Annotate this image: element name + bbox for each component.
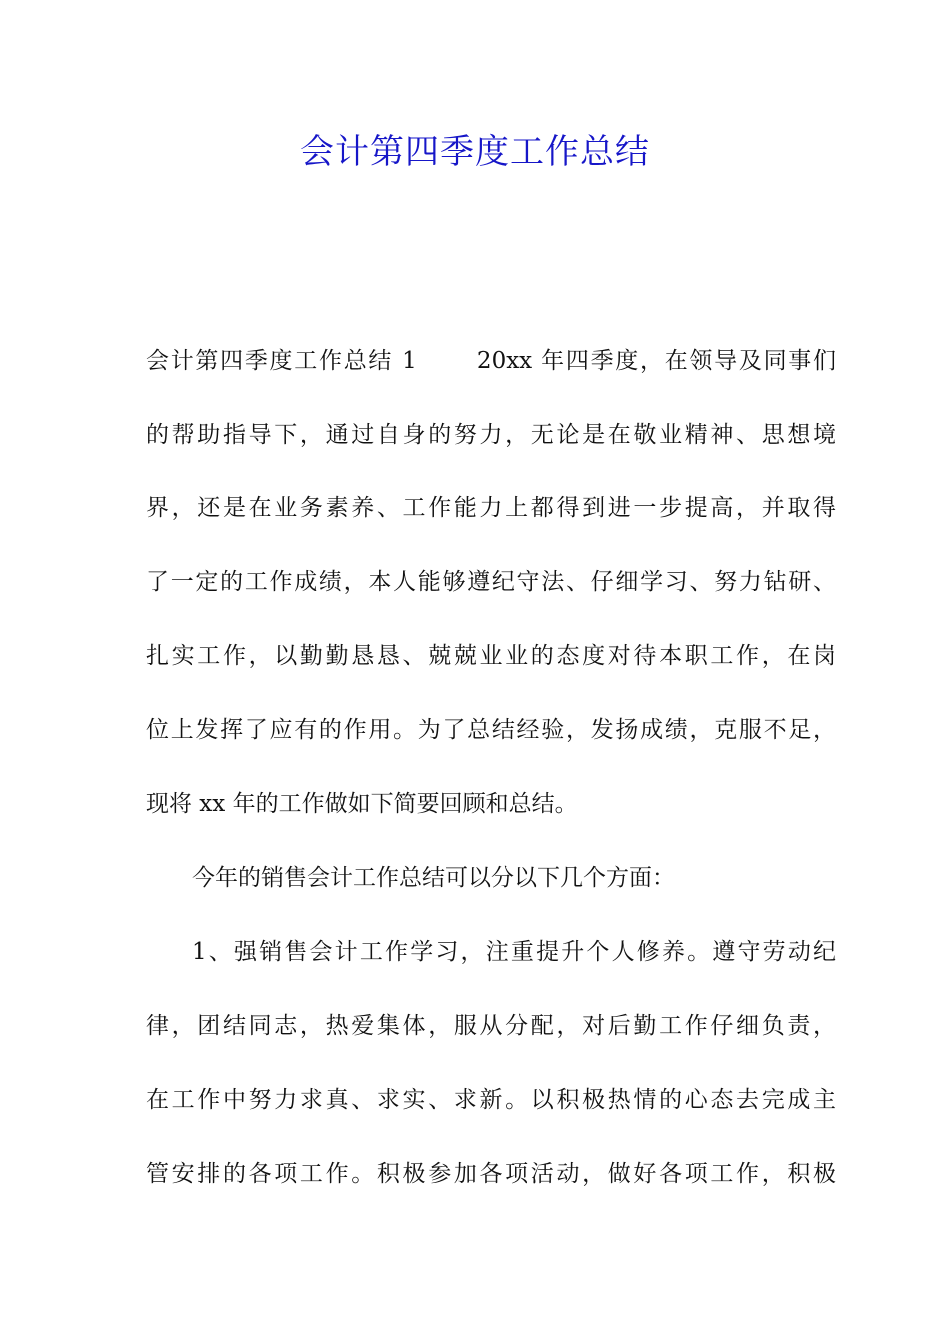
paragraph-line: 律，团结同志，热爱集体，服从分配，对后勤工作仔细负责，	[146, 1013, 836, 1039]
paragraph-line: 位上发挥了应有的作用。为了总结经验，发扬成绩，克服不足，	[146, 717, 836, 743]
paragraph-line: 管安排的各项工作。积极参加各项活动，做好各项工作，积极	[146, 1161, 836, 1187]
paragraph-line: 1、强销售会计工作学习，注重提升个人修养。遵守劳动纪	[192, 939, 836, 965]
document-title: 会计第四季度工作总结	[300, 132, 650, 172]
paragraph-line: 在工作中努力求真、求实、求新。以积极热情的心态去完成主	[146, 1087, 836, 1113]
paragraph-line: 界，还是在业务素养、工作能力上都得到进一步提高，并取得	[146, 495, 836, 521]
paragraph-line: 今年的销售会计工作总结可以分以下几个方面：	[192, 865, 675, 891]
paragraph-line: 了一定的工作成绩，本人能够遵纪守法、仔细学习、努力钻研、	[146, 569, 836, 595]
paragraph-line: 扎实工作，以勤勤恳恳、兢兢业业的态度对待本职工作，在岗	[146, 643, 836, 669]
paragraph-line: 的帮助指导下，通过自身的努力，无论是在敬业精神、思想境	[146, 422, 836, 448]
paragraph-line: 现将 xx 年的工作做如下简要回顾和总结。	[146, 791, 578, 817]
paragraph-line: 会计第四季度工作总结 1 20xx 年四季度，在领导及同事们	[146, 348, 836, 374]
